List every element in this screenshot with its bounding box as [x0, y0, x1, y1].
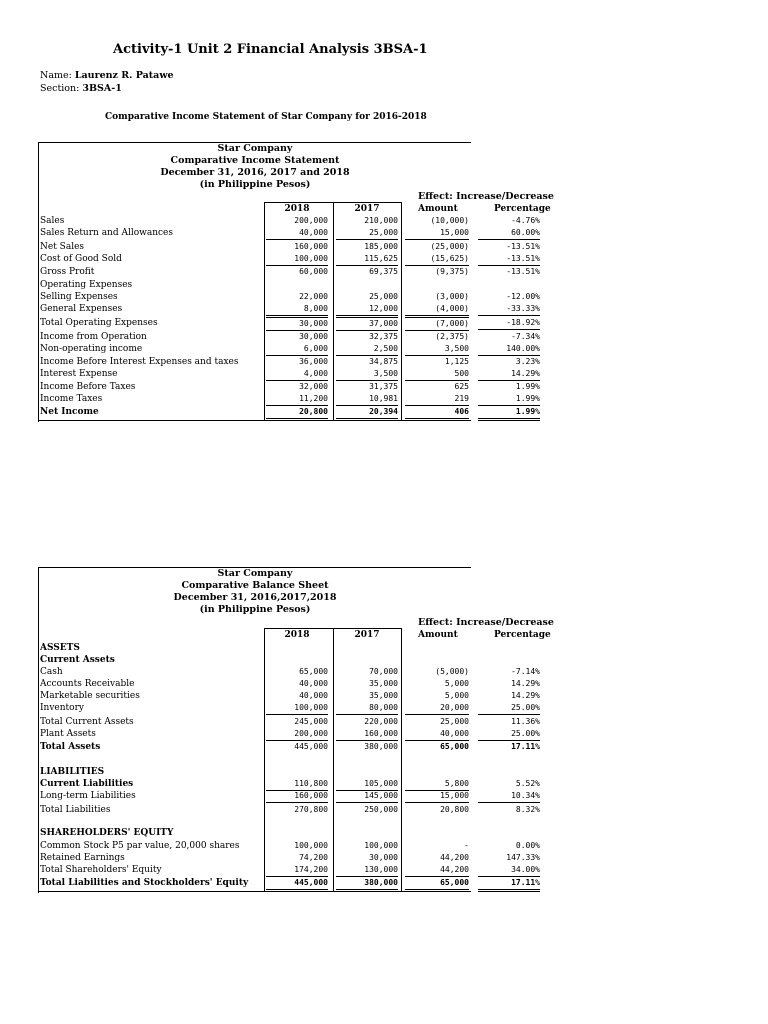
income-value-2018: 32,000 — [299, 382, 328, 391]
balance-change-percentage: 17.11% — [511, 742, 540, 751]
income-change-amount: (10,000) — [430, 216, 469, 225]
income-row — [0, 253, 768, 265]
income-change-amount: 406 — [405, 406, 469, 421]
document-title: Activity-1 Unit 2 Financial Analysis 3BSA-1 — [113, 42, 428, 57]
balance-value-2018: 445,000 — [294, 742, 328, 751]
balance-change-percentage — [478, 642, 540, 654]
income-row-label: Sales Return and Allowances — [40, 228, 174, 238]
balance-change-percentage: 25.00% — [478, 728, 540, 741]
income-value-2018: 8,000 — [266, 303, 328, 316]
balance-row-label: Current Liabilities — [40, 779, 134, 789]
income-value-2018: 40,000 — [266, 227, 328, 240]
income-value-2017: 34,875 — [369, 357, 398, 366]
income-change-amount: 3,500 — [405, 343, 469, 356]
balance-value-2018 — [266, 654, 328, 666]
balance-change-percentage: 25.00% — [478, 702, 540, 715]
income-row — [0, 406, 768, 418]
income-row-label: Net Sales — [40, 242, 85, 252]
balance-value-2017: 380,000 — [364, 742, 398, 751]
balance-row — [0, 804, 768, 816]
income-row — [0, 227, 768, 239]
income-row — [0, 303, 768, 315]
balance-value-2017: 250,000 — [364, 805, 398, 814]
balance-change-percentage — [478, 766, 540, 778]
income-change-percentage: -13.51% — [506, 242, 540, 251]
income-value-2017: 20,394 — [336, 406, 398, 421]
balance-change-amount: 5,000 — [444, 691, 469, 700]
income-row — [0, 215, 768, 227]
balance-change-amount: 65,000 — [405, 877, 469, 892]
income-row — [0, 317, 768, 329]
balance-value-2017: 145,000 — [336, 790, 398, 803]
balance-change-percentage: 14.29% — [511, 691, 540, 700]
balance-change-amount: 65,000 — [440, 742, 469, 751]
income-value-2017: 32,375 — [369, 332, 398, 341]
balance-row — [0, 642, 768, 654]
section-label: Section: — [40, 83, 80, 94]
income-change-percentage: 140.00% — [478, 343, 540, 356]
income-value-2017: 31,375 — [369, 382, 398, 391]
balance-currency: (in Philippine Pesos) — [199, 604, 311, 615]
balance-row-label: Cash — [40, 667, 63, 677]
balance-change-percentage: 11.36% — [511, 717, 540, 726]
income-row — [0, 381, 768, 393]
income-value-2018: 60,000 — [299, 267, 328, 276]
balance-effect-header: Effect: Increase/Decrease — [418, 617, 554, 628]
income-value-2017: 115,625 — [336, 253, 398, 266]
balance-value-2018: 200,000 — [266, 728, 328, 741]
income-change-amount: 1,125 — [444, 357, 469, 366]
balance-value-2018: 445,000 — [266, 877, 328, 892]
balance-row-label: Inventory — [40, 703, 84, 713]
income-value-2017 — [336, 279, 398, 291]
income-currency: (in Philippine Pesos) — [199, 179, 311, 190]
balance-row-label: Marketable securities — [40, 691, 140, 701]
balance-change-percentage: 34.00% — [478, 864, 540, 877]
balance-change-amount: 25,000 — [440, 717, 469, 726]
balance-change-amount — [405, 642, 469, 654]
income-value-2017: 37,000 — [336, 317, 398, 331]
balance-row-label: LIABILITIES — [40, 767, 105, 777]
balance-change-amount: - — [464, 841, 469, 850]
balance-value-2018: 100,000 — [294, 841, 328, 850]
balance-value-2018: 40,000 — [299, 679, 328, 688]
balance-value-2017 — [336, 827, 398, 839]
balance-row — [0, 778, 768, 790]
income-row-label: Income Taxes — [40, 394, 103, 404]
income-change-percentage: -13.51% — [478, 253, 540, 266]
balance-change-percentage: 8.32% — [515, 805, 540, 814]
income-change-amount — [405, 279, 469, 291]
balance-change-amount: 5,000 — [444, 679, 469, 688]
income-row-label: Income from Operation — [40, 332, 147, 342]
balance-value-2018: 160,000 — [266, 790, 328, 803]
balance-value-2017: 380,000 — [336, 877, 398, 892]
balance-change-percentage: 147.33% — [506, 853, 540, 862]
income-value-2018: 22,000 — [299, 292, 328, 301]
income-row-label: Gross Profit — [40, 267, 95, 277]
income-bottom-border — [38, 420, 471, 421]
income-row-label: Net Income — [40, 407, 99, 417]
income-row-label: Non-operating income — [40, 344, 143, 354]
balance-change-amount: 20,800 — [440, 805, 469, 814]
balance-value-2018: 174,200 — [266, 864, 328, 877]
balance-row — [0, 852, 768, 864]
income-value-2017: 69,375 — [369, 267, 398, 276]
balance-row-label: Common Stock P5 par value, 20,000 shares — [40, 841, 240, 851]
income-change-percentage: -7.34% — [511, 332, 540, 341]
balance-row — [0, 690, 768, 702]
income-change-amount: (7,000) — [405, 317, 469, 331]
balance-value-2018: 74,200 — [299, 853, 328, 862]
balance-value-2017: 130,000 — [336, 864, 398, 877]
income-change-percentage: -4.76% — [511, 216, 540, 225]
income-change-percentage: -12.00% — [506, 292, 540, 301]
income-row — [0, 279, 768, 291]
balance-change-percentage: 10.34% — [478, 790, 540, 803]
balance-row — [0, 790, 768, 802]
income-change-percentage: 3.23% — [515, 357, 540, 366]
balance-row — [0, 728, 768, 740]
income-value-2017: 185,000 — [364, 242, 398, 251]
name-value: Laurenz R. Patawe — [74, 70, 174, 81]
income-col-2018: 2018 — [284, 204, 310, 214]
income-row — [0, 343, 768, 355]
income-col-2017: 2017 — [354, 204, 380, 214]
balance-row-label: SHAREHOLDERS' EQUITY — [40, 828, 174, 838]
balance-change-amount — [405, 654, 469, 666]
balance-row — [0, 654, 768, 666]
balance-row — [0, 840, 768, 852]
balance-value-2017: 220,000 — [364, 717, 398, 726]
income-row-label: Sales — [40, 216, 65, 226]
balance-value-2017: 70,000 — [369, 667, 398, 676]
balance-change-amount — [405, 827, 469, 839]
balance-value-2018 — [266, 642, 328, 654]
income-statement-title: Comparative Income Statement — [170, 155, 340, 166]
income-value-2018: 100,000 — [266, 253, 328, 266]
income-change-amount: 15,000 — [405, 227, 469, 240]
balance-change-percentage: -7.14% — [511, 667, 540, 676]
balance-value-2018: 270,800 — [294, 805, 328, 814]
balance-change-amount: 20,000 — [405, 702, 469, 715]
income-row — [0, 356, 768, 368]
income-col-amount: Amount — [418, 204, 458, 214]
income-value-2017: 12,000 — [336, 303, 398, 316]
name-label: Name: — [40, 70, 72, 81]
balance-company: Star Company — [217, 568, 293, 579]
income-row-label: Cost of Good Sold — [40, 254, 122, 264]
balance-value-2017 — [336, 766, 398, 778]
income-change-percentage: -18.92% — [478, 317, 540, 330]
balance-date: December 31, 2016,2017,2018 — [173, 592, 337, 603]
balance-change-percentage — [478, 827, 540, 839]
balance-col-percentage: Percentage — [494, 630, 551, 640]
balance-row-label: Total Liabilities and Stockholders' Equity — [40, 878, 249, 888]
balance-row — [0, 678, 768, 690]
balance-value-2017: 105,000 — [336, 778, 398, 791]
income-change-amount: (3,000) — [435, 292, 469, 301]
balance-change-amount: 40,000 — [405, 728, 469, 741]
income-value-2018: 30,000 — [266, 317, 328, 331]
income-value-2018: 11,200 — [266, 393, 328, 406]
balance-value-2017: 160,000 — [336, 728, 398, 741]
balance-row — [0, 666, 768, 678]
income-change-amount: (25,000) — [430, 242, 469, 251]
income-row-label: General Expenses — [40, 304, 123, 314]
section-value: 3BSA-1 — [82, 83, 122, 94]
balance-change-percentage — [478, 654, 540, 666]
income-value-2017: 25,000 — [336, 227, 398, 240]
balance-change-percentage: 14.29% — [511, 679, 540, 688]
balance-row-label: Total Current Assets — [40, 717, 134, 727]
balance-row — [0, 877, 768, 889]
balance-row-label: Total Shareholders' Equity — [40, 865, 162, 875]
income-change-percentage: 14.29% — [478, 368, 540, 381]
income-change-amount: 219 — [405, 393, 469, 406]
balance-value-2017: 80,000 — [336, 702, 398, 715]
income-change-percentage: -13.51% — [506, 267, 540, 276]
income-change-amount: (2,375) — [435, 332, 469, 341]
income-value-2018: 20,800 — [266, 406, 328, 421]
balance-col-amount: Amount — [418, 630, 458, 640]
income-row-label: Selling Expenses — [40, 292, 118, 302]
income-change-percentage: -33.33% — [478, 303, 540, 316]
income-row-label: Total Operating Expenses — [40, 318, 158, 328]
income-value-2017: 2,500 — [336, 343, 398, 356]
balance-row-label: ASSETS — [40, 643, 80, 653]
balance-col-2017: 2017 — [354, 630, 380, 640]
income-change-amount: 625 — [454, 382, 469, 391]
balance-value-2017: 30,000 — [369, 853, 398, 862]
income-row — [0, 368, 768, 380]
balance-change-percentage: 0.00% — [515, 841, 540, 850]
balance-row — [0, 702, 768, 714]
income-company: Star Company — [217, 143, 293, 154]
balance-bottom-border — [38, 891, 471, 892]
balance-col-2018: 2018 — [284, 630, 310, 640]
balance-value-2017 — [336, 654, 398, 666]
balance-row — [0, 716, 768, 728]
balance-row-label: Accounts Receivable — [40, 679, 135, 689]
balance-change-amount: 44,200 — [405, 864, 469, 877]
income-row — [0, 291, 768, 303]
income-row — [0, 266, 768, 278]
balance-column-headers — [0, 629, 768, 641]
balance-change-amount: (5,000) — [435, 667, 469, 676]
income-row — [0, 241, 768, 253]
name-line — [40, 70, 174, 81]
income-change-percentage: 60.00% — [478, 227, 540, 240]
balance-value-2017: 35,000 — [369, 679, 398, 688]
balance-change-amount — [405, 766, 469, 778]
income-change-amount: (9,375) — [435, 267, 469, 276]
balance-row-label: Long-term Liabilities — [40, 791, 136, 801]
income-value-2017: 3,500 — [336, 368, 398, 381]
income-change-amount: 500 — [405, 368, 469, 381]
income-value-2017: 210,000 — [364, 216, 398, 225]
balance-value-2018: 100,000 — [266, 702, 328, 715]
balance-change-percentage: 5.52% — [515, 779, 540, 788]
balance-row-label: Current Assets — [40, 655, 115, 665]
income-change-percentage: 1.99% — [515, 382, 540, 391]
balance-change-amount: 5,800 — [405, 778, 469, 791]
document-subtitle: Comparative Income Statement of Star Company for 2016-2018 — [105, 112, 427, 122]
income-change-percentage — [478, 279, 540, 291]
income-value-2018: 6,000 — [266, 343, 328, 356]
income-row — [0, 331, 768, 343]
income-value-2018: 160,000 — [294, 242, 328, 251]
balance-row-label: Total Assets — [40, 742, 101, 752]
income-row — [0, 393, 768, 405]
income-change-percentage: 1.99% — [478, 393, 540, 406]
section-line — [40, 83, 122, 94]
balance-row — [0, 741, 768, 753]
balance-change-percentage: 17.11% — [478, 877, 540, 892]
income-col-percentage: Percentage — [494, 204, 551, 214]
balance-row — [0, 864, 768, 876]
income-value-2017: 10,981 — [336, 393, 398, 406]
balance-value-2018: 110,800 — [266, 778, 328, 791]
balance-row-label: Total Liabilities — [40, 805, 111, 815]
balance-value-2018: 65,000 — [299, 667, 328, 676]
income-value-2018 — [266, 279, 328, 291]
income-change-percentage: 1.99% — [478, 406, 540, 421]
balance-statement-title: Comparative Balance Sheet — [181, 580, 329, 591]
income-value-2018: 30,000 — [299, 332, 328, 341]
income-value-2018: 200,000 — [294, 216, 328, 225]
balance-value-2017: 100,000 — [364, 841, 398, 850]
income-effect-header: Effect: Increase/Decrease — [418, 191, 554, 202]
balance-row — [0, 827, 768, 839]
balance-row — [0, 766, 768, 778]
income-value-2018: 36,000 — [299, 357, 328, 366]
balance-value-2018 — [266, 766, 328, 778]
income-value-2017: 25,000 — [369, 292, 398, 301]
balance-value-2018: 40,000 — [299, 691, 328, 700]
income-column-headers — [0, 203, 768, 215]
income-row-label: Income Before Taxes — [40, 382, 136, 392]
income-row-label: Interest Expense — [40, 369, 118, 379]
balance-value-2018 — [266, 827, 328, 839]
balance-change-amount: 15,000 — [405, 790, 469, 803]
income-date: December 31, 2016, 2017 and 2018 — [160, 167, 350, 178]
income-change-amount: (4,000) — [405, 303, 469, 316]
balance-row-label: Retained Earnings — [40, 853, 125, 863]
income-row-label: Income Before Interest Expenses and taxes — [40, 357, 239, 367]
balance-value-2017: 35,000 — [369, 691, 398, 700]
balance-change-amount: 44,200 — [440, 853, 469, 862]
income-value-2018: 4,000 — [266, 368, 328, 381]
balance-value-2018: 245,000 — [294, 717, 328, 726]
balance-value-2017 — [336, 642, 398, 654]
income-row-label: Operating Expenses — [40, 280, 133, 290]
balance-row-label: Plant Assets — [40, 729, 96, 739]
income-change-amount: (15,625) — [405, 253, 469, 266]
